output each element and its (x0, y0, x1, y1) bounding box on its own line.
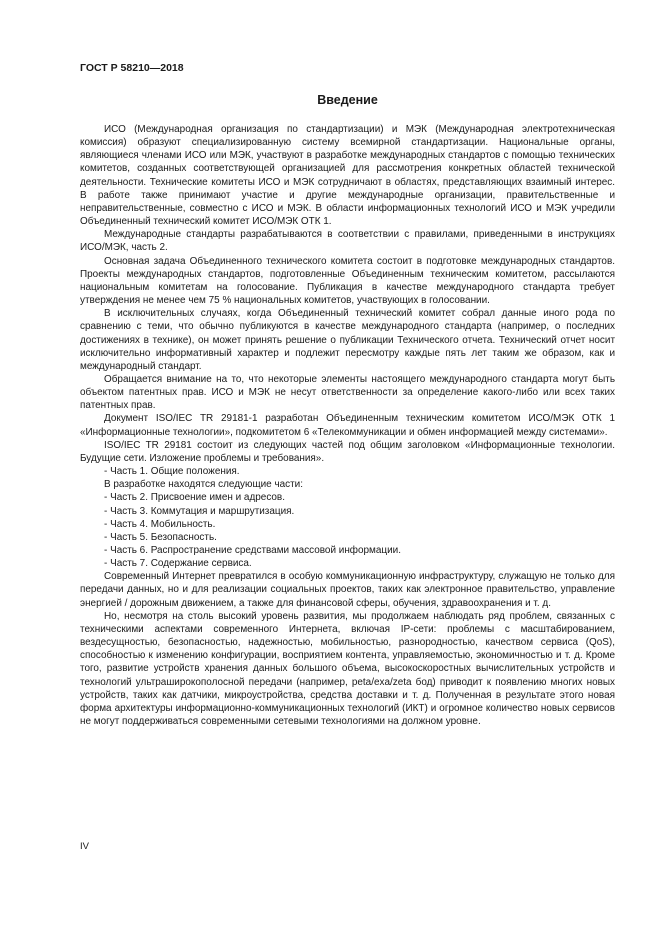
section-title: Введение (317, 93, 378, 107)
published-parts-list (80, 465, 615, 478)
paragraph: ISO/IEC TR 29181 состоит из следующих частей под общим заголовком «Информационные технологии. Будущие сети. Изложение проблемы и требования». (80, 439, 615, 464)
document-body (80, 123, 615, 728)
paragraph: Международные стандарты разрабатываются в соответствии с правилами, приведенными в инструкциях ИСО/МЭК, часть 2. (80, 229, 615, 254)
paragraph: Обращается внимание на то, что некоторые элементы настоящего международного стандарта могут быть объектом патентных прав. ИСО и МЭК не несут ответственности за определение какого-либо или всех таких патентных прав. (80, 373, 615, 412)
paragraph: Современный Интернет превратился в особую коммуникационную инфраструктуру, служащую не только для передачи данных, но и для реализации социальных проектов, таких как электронное правительство, управление энергией / дорожным движением, а также для финансовой сферы, обучения, здравоохранения и т. д. (80, 571, 615, 609)
list-item: - Часть 3. Коммутация и маршрутизация. (104, 505, 295, 517)
paragraph: Но, несмотря на столь высокий уровень развития, мы продолжаем наблюдать ряд проблем, связанных с техническими аспектами современного Интернета, включая IP-сети: проблемы с масштабированием, вездесущностью, безопасностью, надежностью, мобильностью, разнородностью, качеством сервиса (QoS), способностью к изменению конфигурации, восприятием контента, управляемостью, экономичностью и т. д. Кроме того, развитие устройств хранения данных большого объема, высокоскоростных вычислительных устройств и технологий ультраширокополосной передачи (например, peta/exa/zeta бод) приводит к появлению многих новых устройств, таких как датчики, микроустройства, средства доставки и т. д. Полученная в результате этого новая форма архитектуры информационно-коммуникационных технологий (ИКТ) и огромное количество новых сервисов не могут поддерживаться современными сетевыми технологиями на должном уровне. (80, 610, 615, 728)
list-item: - Часть 7. Содержание сервиса. (104, 558, 252, 570)
list-item: - Часть 6. Распространение средствами массовой информации. (104, 545, 401, 556)
paragraph: ИСО (Международная организация по стандартизации) и МЭК (Международная электротехническая комиссия) образуют специализированную систему всемирной стандартизации. Национальные органы, являющиеся членами ИСО или МЭК, участвуют в разработке международных стандартов с помощью технических комитетов, созданных соответствующей организацией для рассмотрения конкретных областей технической деятельности. Технические комитеты ИСО и МЭК сотрудничают в областях, представляющих взаимный интерес. В работе также принимают участие и другие международные организации, правительственные и неправительственные, совместно с ИСО и МЭК. В области информационных технологий ИСО и МЭК учредили Объединенный технический комитет ИСО/МЭК ОТК 1. (80, 124, 615, 228)
list-item: - Часть 4. Мобильность. (104, 518, 216, 530)
in-development-intro: В разработке находятся следующие части: (104, 479, 303, 491)
paragraph: В исключительных случаях, когда Объединенный технический комитет собрал данные иного рода по сравнению с теми, что обычно публикуются в качестве международного стандарта (например, о последних достижениях в технике), он может принять решение о публикации Технического отчета. Технический отчет носит исключительно информативный характер и подлежит пересмотру каждые пять лет таким же образом, как и международный стандарт. (80, 308, 615, 372)
list-item: - Часть 2. Присвоение имен и адресов. (104, 492, 285, 504)
list-item: - Часть 5. Безопасность. (104, 531, 217, 543)
paragraph: Основная задача Объединенного технического комитета состоит в подготовке международных стандартов. Проекты международных стандартов, подготовленные Объединенным техническим комитетом, рассылаются национальным комитетам на голосование. Публикация в качестве международного стандарта требует утверждения не менее чем 75 % национальных комитетов, участвующих в голосовании. (80, 255, 615, 307)
parts-in-development-list (80, 491, 615, 570)
page-number: IV (80, 841, 89, 852)
list-item: - Часть 1. Общие положения. (104, 466, 240, 478)
standard-header: ГОСТ Р 58210—2018 (80, 62, 184, 74)
paragraph: Документ ISO/IEC TR 29181-1 разработан Объединенным техническим комитетом ИСО/МЭК ОТК 1 «Информационные технологии», подкомитетом 6 «Телекоммуникации и обмен информацией между системами». (80, 413, 615, 438)
